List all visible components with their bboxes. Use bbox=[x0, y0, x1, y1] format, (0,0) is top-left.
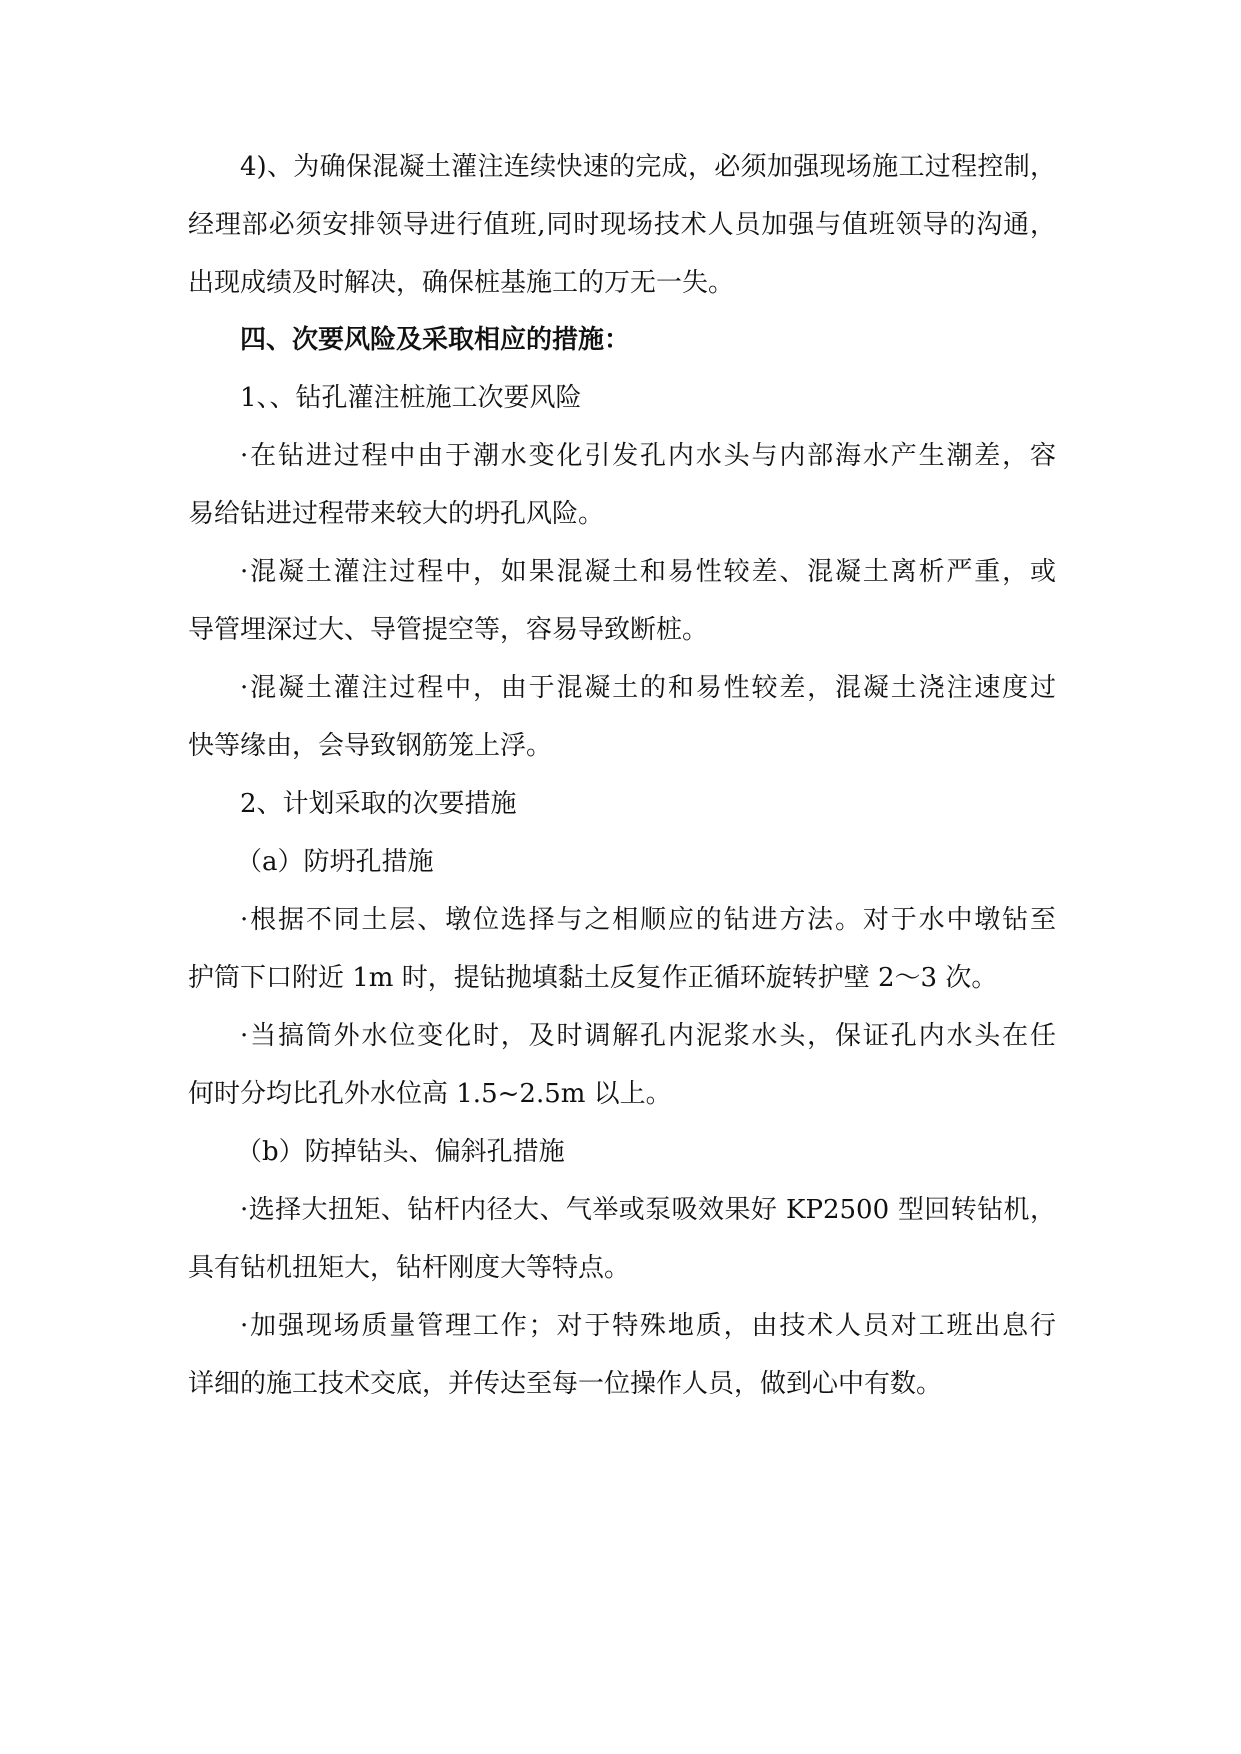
subsection-heading: 1、、钻孔灌注桩施工次要风险 bbox=[240, 383, 582, 413]
bullet-line: ·混凝土灌注过程中，如果混凝土和易性较差、混凝土离析严重，或 bbox=[240, 557, 1056, 587]
paragraph-line: 何时分均比孔外水位高 1.5~2.5m 以上。 bbox=[188, 1079, 672, 1109]
paragraph-line: 出现成绩及时解决，确保桩基施工的万无一失。 bbox=[188, 268, 735, 298]
paragraph-line: 导管埋深过大、导管提空等，容易导致断桩。 bbox=[188, 615, 709, 645]
bullet-line: ·选择大扭矩、钻杆内径大、气举或泵吸效果好 KP2500 型回转钻机， bbox=[240, 1195, 1056, 1225]
paragraph-line: 快等缘由，会导致钢筋笼上浮。 bbox=[188, 731, 553, 761]
bullet-line: ·在钻进过程中由于潮水变化引发孔内水头与内部海水产生潮差，容 bbox=[240, 441, 1056, 471]
paragraph-line: 详细的施工技术交底，并传达至每一位操作人员，做到心中有数。 bbox=[188, 1369, 943, 1399]
bullet-line: ·当搞筒外水位变化时，及时调解孔内泥浆水头，保证孔内水头在任 bbox=[240, 1021, 1056, 1051]
bullet-line: ·根据不同土层、墩位选择与之相顺应的钻进方法。对于水中墩钻至 bbox=[240, 905, 1056, 935]
paragraph-line: 护筒下口附近 1m 时，提钻抛填黏土反复作正循环旋转护壁 2～3 次。 bbox=[188, 963, 998, 993]
subsection-heading: 2、计划采取的次要措施 bbox=[240, 789, 517, 819]
paragraph-line: 易给钻进过程带来较大的坍孔风险。 bbox=[188, 499, 605, 529]
paragraph-line: 具有钻机扭矩大，钻杆刚度大等特点。 bbox=[188, 1253, 631, 1283]
paragraph-line: 经理部必须安排领导进行值班,同时现场技术人员加强与值班领导的沟通， bbox=[188, 210, 1056, 240]
paragraph-line: 4)、为确保混凝土灌注连续快速的完成，必须加强现场施工过程控制， bbox=[240, 152, 1056, 182]
measure-heading: （b）防掉钻头、偏斜孔措施 bbox=[236, 1137, 565, 1167]
measure-heading: （a）防坍孔措施 bbox=[236, 847, 434, 877]
section-heading: 四、次要风险及采取相应的措施： bbox=[240, 325, 631, 355]
bullet-line: ·混凝土灌注过程中，由于混凝土的和易性较差，混凝土浇注速度过 bbox=[240, 673, 1056, 703]
bullet-line: ·加强现场质量管理工作；对于特殊地质，由技术人员对工班出息行 bbox=[240, 1311, 1056, 1341]
